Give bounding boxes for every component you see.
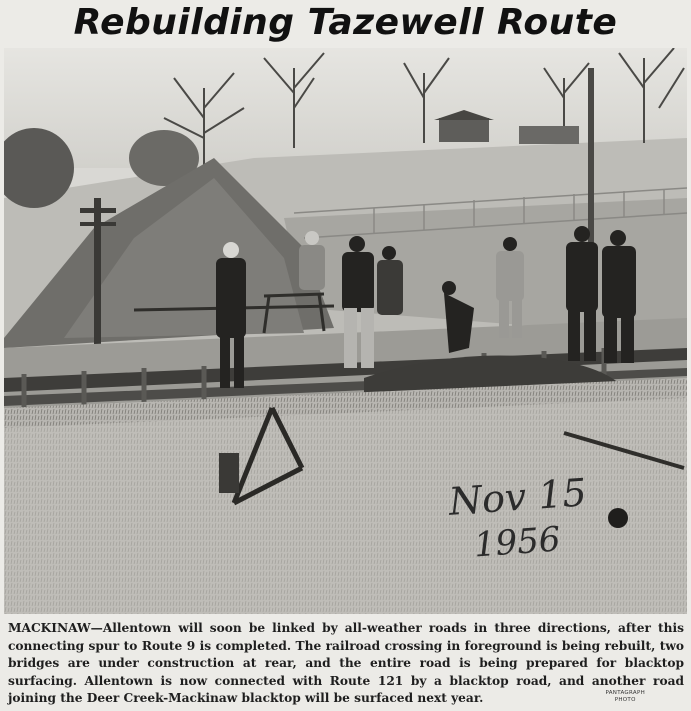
caption-dateline: MACKINAW— xyxy=(8,621,103,635)
news-photo xyxy=(4,48,687,614)
credit-line2: PHOTO xyxy=(614,697,636,703)
ball xyxy=(608,508,628,528)
photo-illustration xyxy=(4,48,687,614)
handwritten-date-line1: Nov 15 xyxy=(447,470,589,524)
handwritten-date-line2: 1956 xyxy=(472,519,562,566)
photo-credit xyxy=(605,690,645,704)
credit-line1: PANTAGRAPH xyxy=(605,690,645,696)
farm-building xyxy=(439,118,489,142)
photo-caption xyxy=(8,620,684,708)
headline: Rebuilding Tazewell Route xyxy=(73,2,618,43)
farm-building xyxy=(519,126,579,144)
caption-text: Allentown will soon be linked by all-weather roads in three directions, after this connecting spur to Route 9 is completed. The railroad crossing in foreground is being rebuilt, two bridges are under construction at rear, and the entire road is being prepared for blacktop surfacing. Allentown is now connected with Route 121 by a blacktop road, and another road joining the Deer Creek-Mackinaw blacktop will be surfaced next year. xyxy=(8,621,684,705)
